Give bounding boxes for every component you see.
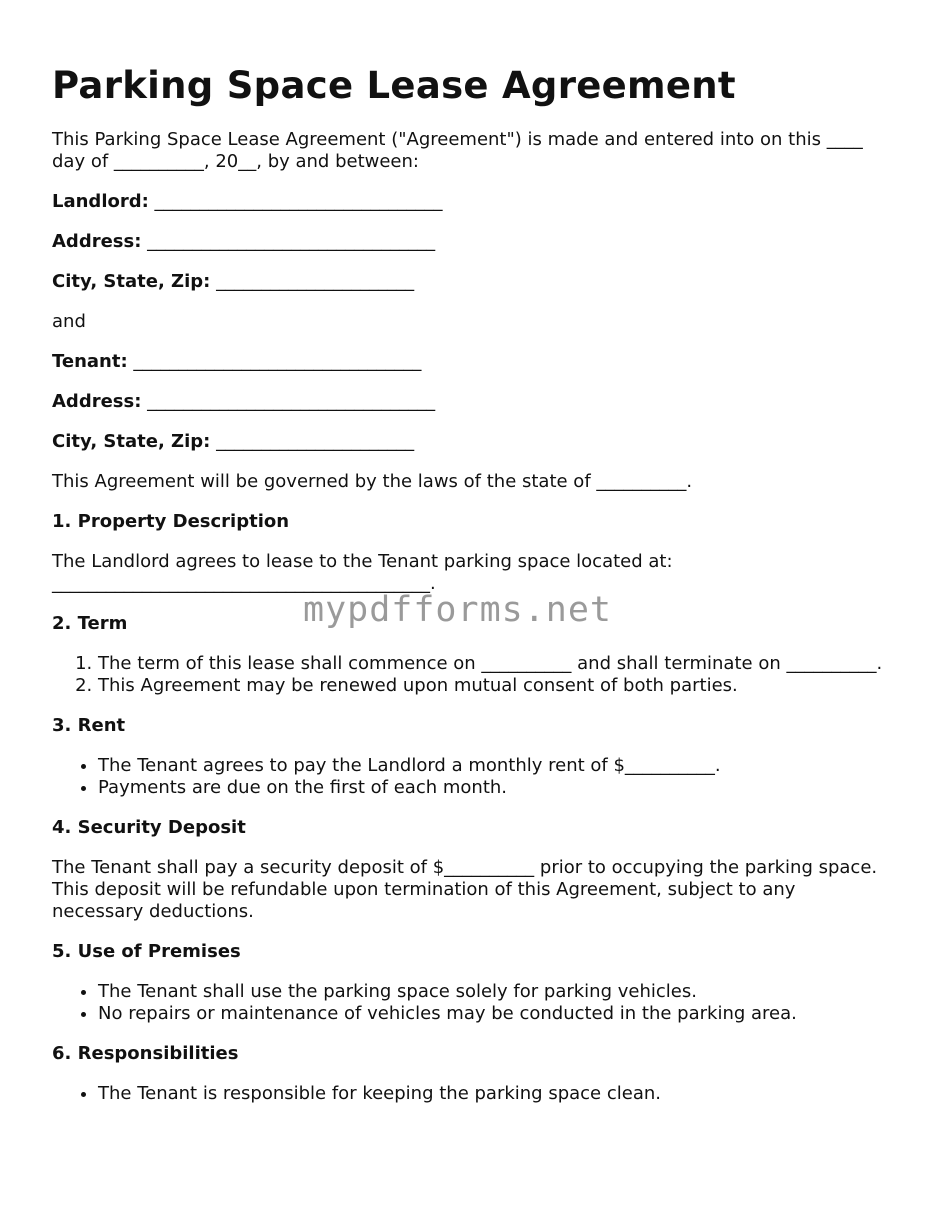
landlord-address-field	[52, 231, 892, 253]
tenant-label: Tenant:	[52, 351, 128, 372]
section-6-heading: 6. Responsibilities	[52, 1043, 239, 1064]
page-title: Parking Space Lease Agreement	[52, 64, 736, 107]
landlord-label: Landlord:	[52, 191, 149, 212]
section-1-blank: __________________________________________.	[52, 573, 436, 594]
landlord-address-blank: ________________________________	[147, 231, 436, 252]
tenant-address-blank: ________________________________	[147, 391, 436, 412]
tenant-address-label: Address:	[52, 391, 142, 412]
section-3-heading: 3. Rent	[52, 715, 126, 736]
governing-law: This Agreement will be governed by the laws of the state of __________.	[52, 471, 693, 492]
tenant-field	[52, 351, 892, 373]
landlord-address-label: Address:	[52, 231, 142, 252]
watermark: mypdfforms.net	[303, 590, 613, 630]
list-item: • No repairs or maintenance of vehicles may be conducted in the parking area.	[98, 1003, 892, 1025]
tenant-address-field	[52, 391, 892, 413]
list-item: • The Tenant is responsible for keeping the parking space clean.	[98, 1083, 892, 1105]
responsibilities-list	[52, 1083, 892, 1105]
tenant-blank: ________________________________	[133, 351, 422, 372]
list-item: • The Tenant agrees to pay the Landlord a monthly rent of $__________.	[98, 755, 892, 777]
use-list	[52, 981, 892, 1025]
section-1-heading: 1. Property Description	[52, 511, 290, 532]
section-1-sentence: The Landlord agrees to lease to the Tenant parking space located at:	[52, 551, 673, 572]
landlord-field	[52, 191, 892, 213]
section-4-text: The Tenant shall pay a security deposit of $__________ prior to occupying the parking space. This deposit will be refundable upon termination of this Agreement, subject to any necessary deductions.	[52, 857, 878, 922]
landlord-blank: ________________________________	[154, 191, 443, 212]
tenant-city-blank: ______________________	[216, 431, 415, 452]
rent-list	[52, 755, 892, 799]
section-5-heading: 5. Use of Premises	[52, 941, 241, 962]
landlord-city-field	[52, 271, 892, 293]
section-2-heading: 2. Term	[52, 613, 128, 634]
section-1-text	[52, 551, 892, 595]
landlord-city-blank: ______________________	[216, 271, 415, 292]
tenant-city-label: City, State, Zip:	[52, 431, 211, 452]
section-4-heading: 4. Security Deposit	[52, 817, 246, 838]
intro-paragraph: This Parking Space Lease Agreement ("Agreement") is made and entered into on this ____ day of __________, 20__, by and between:	[52, 129, 863, 172]
list-item: • The Tenant shall use the parking space solely for parking vehicles.	[98, 981, 892, 1003]
and-text: and	[52, 311, 86, 332]
list-item: 1. The term of this lease shall commence on __________ and shall terminate on __________.	[98, 653, 892, 675]
tenant-city-field	[52, 431, 892, 453]
term-list	[52, 653, 892, 697]
landlord-city-label: City, State, Zip:	[52, 271, 211, 292]
list-item: 2. This Agreement may be renewed upon mutual consent of both parties.	[98, 675, 892, 697]
list-item: • Payments are due on the first of each month.	[98, 777, 892, 799]
